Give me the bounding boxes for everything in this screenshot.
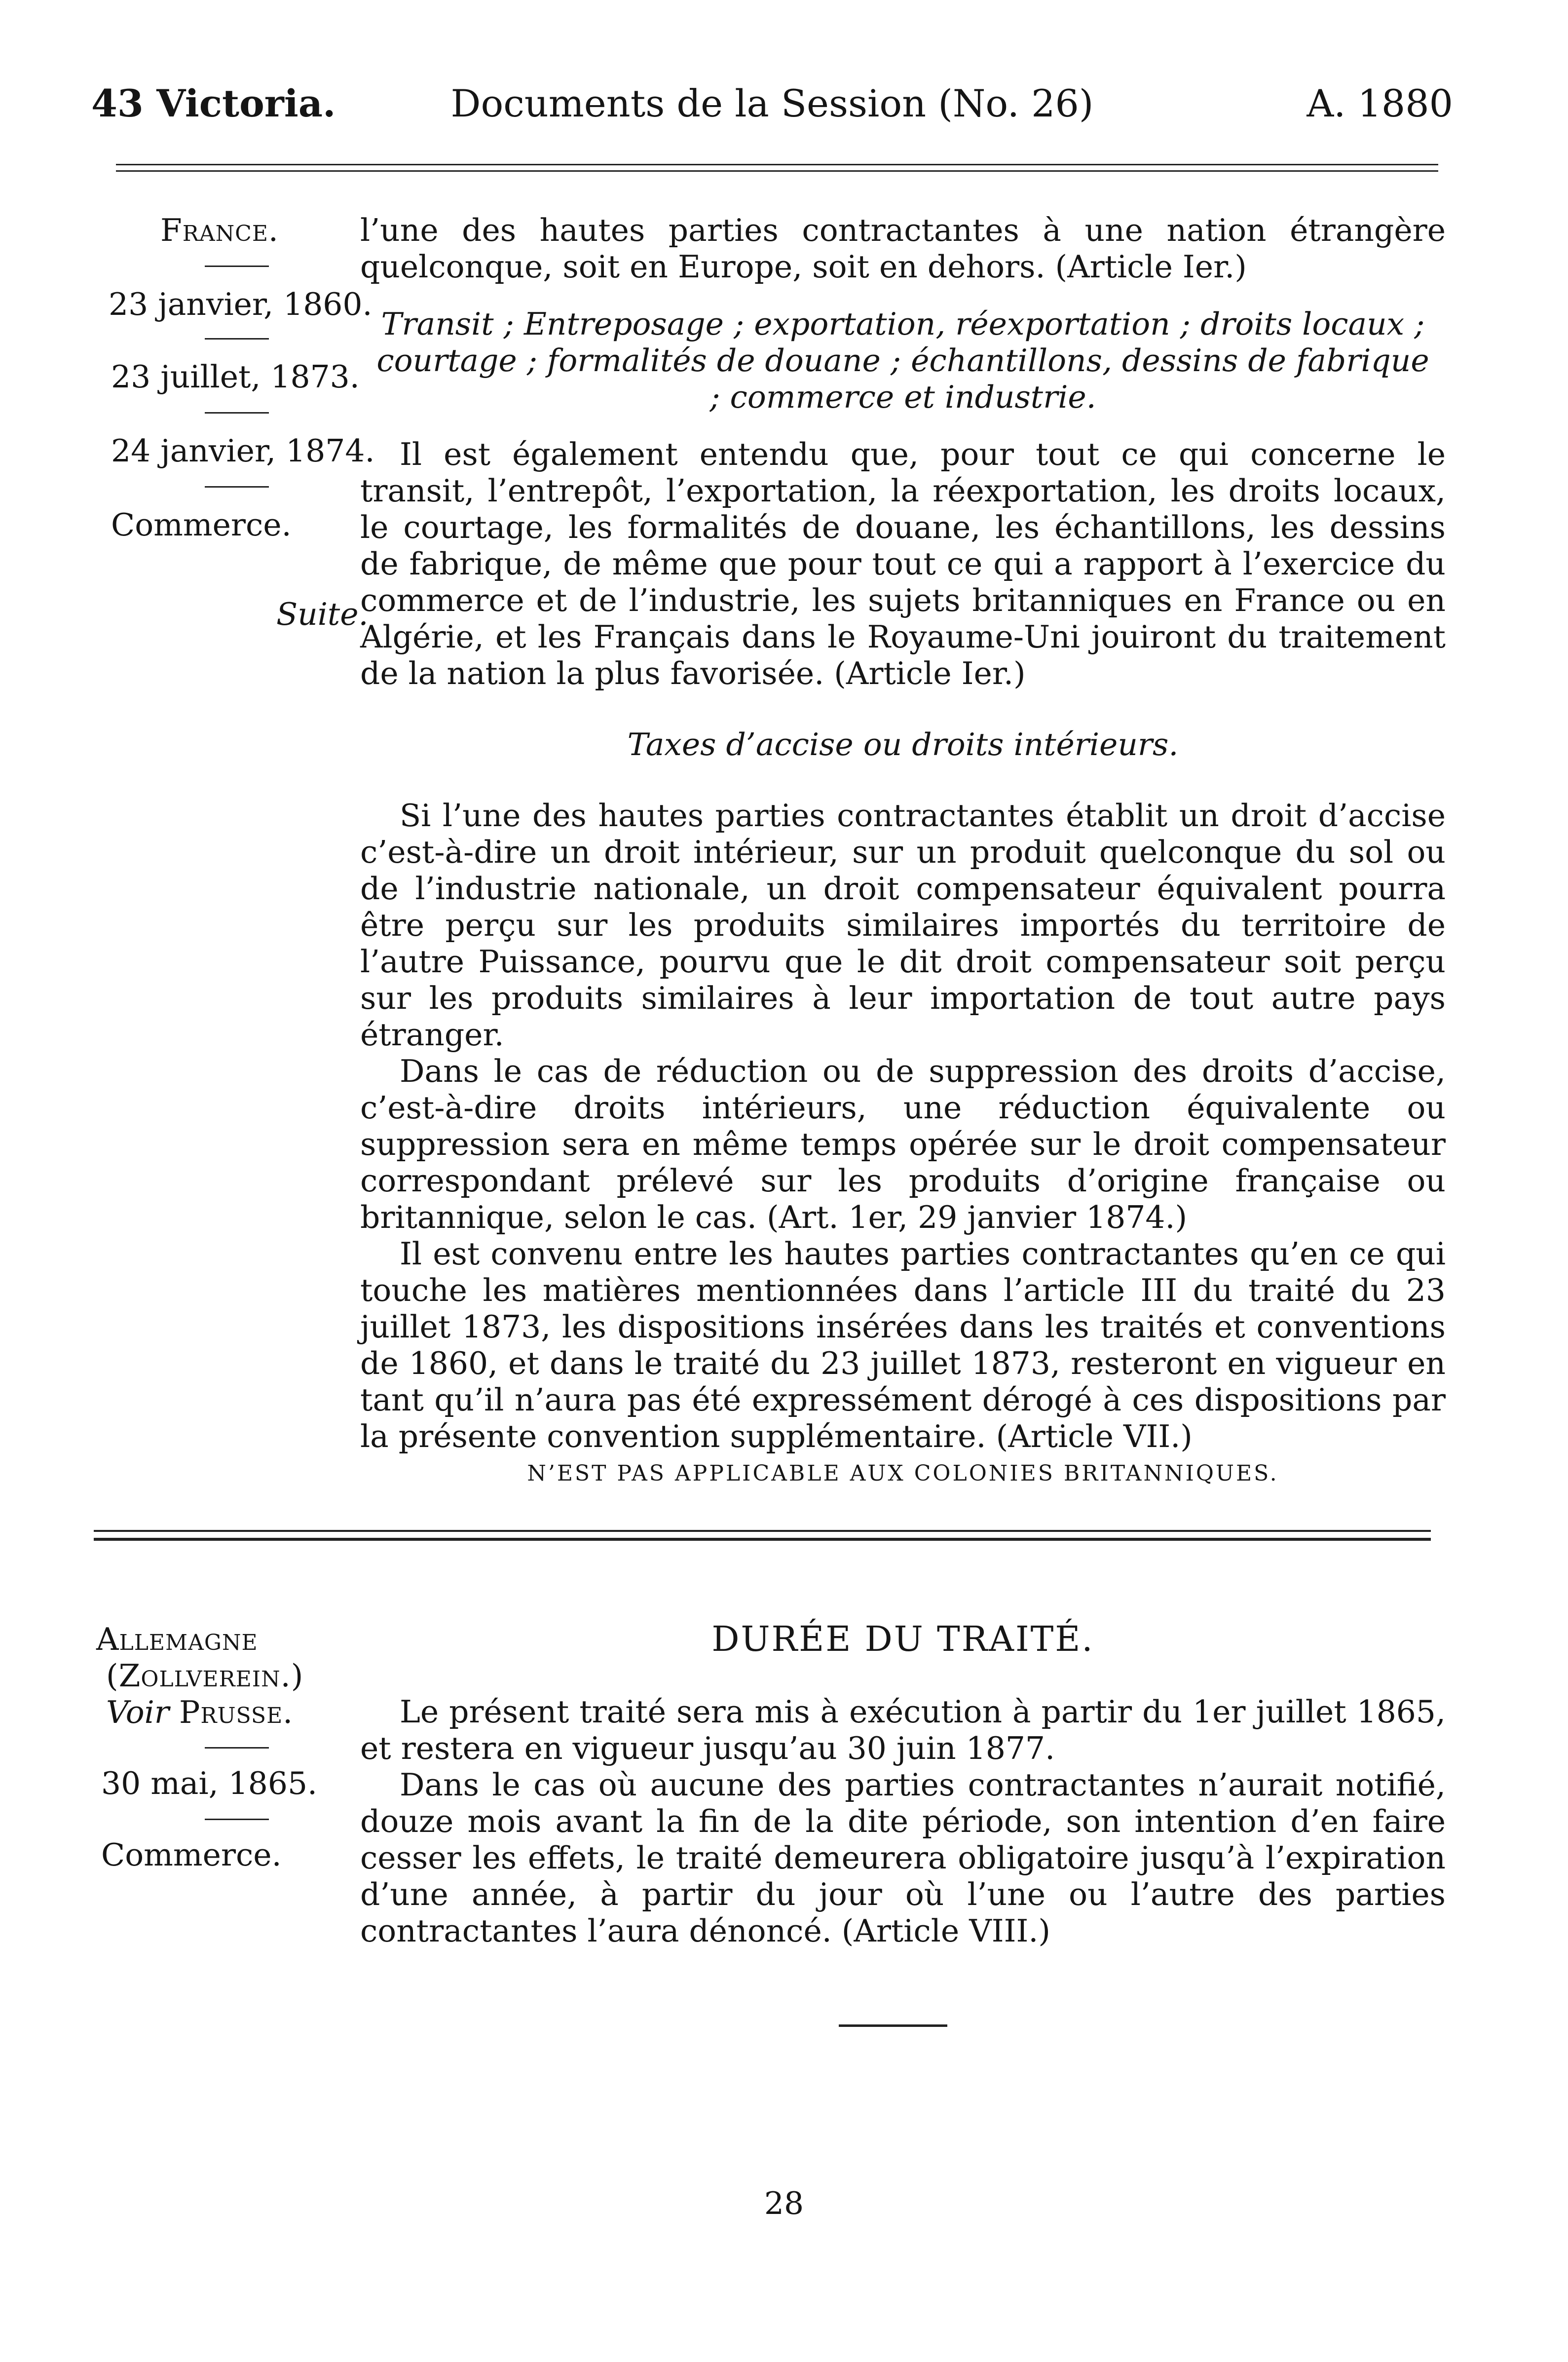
margin-dash <box>205 1819 269 1820</box>
margin-dash <box>205 338 269 340</box>
italic-heading: Transit ; Entreposage ; exportation, réexportation ; droits locaux ; courtage ; formalités de douane ; échantillons, dessins de fabrique ; commerce et industrie. <box>376 306 1429 415</box>
voir-label: Voir <box>106 1694 169 1730</box>
closing-rule <box>839 2024 947 2027</box>
italic-heading: Taxes d’accise ou droits intérieurs. <box>627 726 1179 762</box>
margin-date: 23 juillet, 1873. <box>111 359 360 395</box>
margin-voir <box>106 1694 382 1731</box>
margin-notes-france <box>101 212 377 656</box>
paragraph: Dans le cas où aucune des parties contractantes n’aurait notifié, douze mois avant la fin de la dite période, son intention d’en faire cesser les effets, le traité demeurera obligatoire jusqu’à l’expiration d’une année, à partir du jour où l’une ou l’autre des parties contractantes l’aura dénoncé. (Article VIII.) <box>360 1767 1446 1949</box>
paragraph: Il est convenu entre les hautes parties contractantes qu’en ce qui touche les matières mentionnées dans l’article III du traité du 23 juillet 1873, les dispositions insérées dans les traités et conventions de 1860, et dans le traité du 23 juillet 1873, resteront en vigueur en tant qu’il n’aura pas été expressément dérogé à ces dispositions par la présente convention supplémentaire. (Article VII.) <box>360 1236 1446 1454</box>
paragraph: l’une des hautes parties contractantes à une nation étrangère quelconque, soit en Europe, soit en dehors. (Article Ier.) <box>360 212 1446 285</box>
header-rule <box>116 164 1438 172</box>
header-center: Documents de la Session (No. 26) <box>450 81 1094 125</box>
margin-country: Allemagne <box>96 1621 258 1657</box>
paragraph: Le présent traité sera mis à exécution à partir du 1er juillet 1865, et restera en vigueur jusqu’au 30 juin 1877. <box>360 1694 1446 1766</box>
allemagne-body <box>360 1694 1446 1949</box>
margin-subject: Commerce. <box>101 1837 282 1873</box>
margin-date: 24 janvier, 1874. <box>111 433 375 469</box>
applicability-note: N’EST PAS APPLICABLE AUX COLONIES BRITANNIQUES. <box>527 1461 1279 1486</box>
header-right: A. 1880 <box>1307 81 1453 125</box>
section-title: DURÉE DU TRAITÉ. <box>711 1619 1094 1659</box>
page-number: 28 <box>764 2185 804 2221</box>
voir-target: Prusse. <box>179 1694 294 1730</box>
paragraph: Si l’une des hautes parties contractantes établit un droit d’accise c’est-à-dire un droit intérieur, sur un produit quelconque du sol ou de l’industrie nationale, un droit compensateur équivalent pourra être perçu sur les produits similaires importés du territoire de l’autre Puissance, pourvu que le dit droit compensateur soit perçu sur les produits similaires à leur importation de tout autre pays étranger. <box>360 798 1446 1053</box>
margin-dash <box>205 266 269 267</box>
running-head <box>91 74 1453 133</box>
margin-notes-allemagne <box>96 1621 377 1898</box>
margin-suite: Suite. <box>276 596 369 632</box>
margin-zollverein: (Zollverein.) <box>106 1658 304 1694</box>
margin-dash <box>205 412 269 414</box>
margin-date: 30 mai, 1865. <box>101 1765 318 1801</box>
margin-dash <box>205 486 269 488</box>
margin-subject: Commerce. <box>111 507 292 543</box>
section-rule <box>94 1530 1431 1541</box>
margin-country: France. <box>160 212 279 248</box>
france-body <box>360 212 1446 1455</box>
margin-dash <box>205 1747 269 1749</box>
header-left: 43 Victoria. <box>91 81 336 125</box>
paragraph: Il est également entendu que, pour tout ce qui concerne le transit, l’entrepôt, l’exportation, la réexportation, les droits locaux, le courtage, les formalités de douane, les échantillons, les dessins de fabrique, de même que pour tout ce qui a rapport à l’exercice du commerce et de l’industrie, les sujets britanniques en France ou en Algérie, et les Français dans le Royaume-Uni jouiront du traitement de la nation la plus favorisée. (Article Ier.) <box>360 436 1446 691</box>
margin-date: 23 janvier, 1860. <box>109 286 373 322</box>
paragraph: Dans le cas de réduction ou de suppression des droits d’accise, c’est-à-dire droits intérieurs, une réduction équivalente ou suppression sera en même temps opérée sur le droit compensateur correspondant prélevé sur les produits d’origine française ou britannique, selon le cas. (Art. 1er, 29 janvier 1874.) <box>360 1053 1446 1235</box>
